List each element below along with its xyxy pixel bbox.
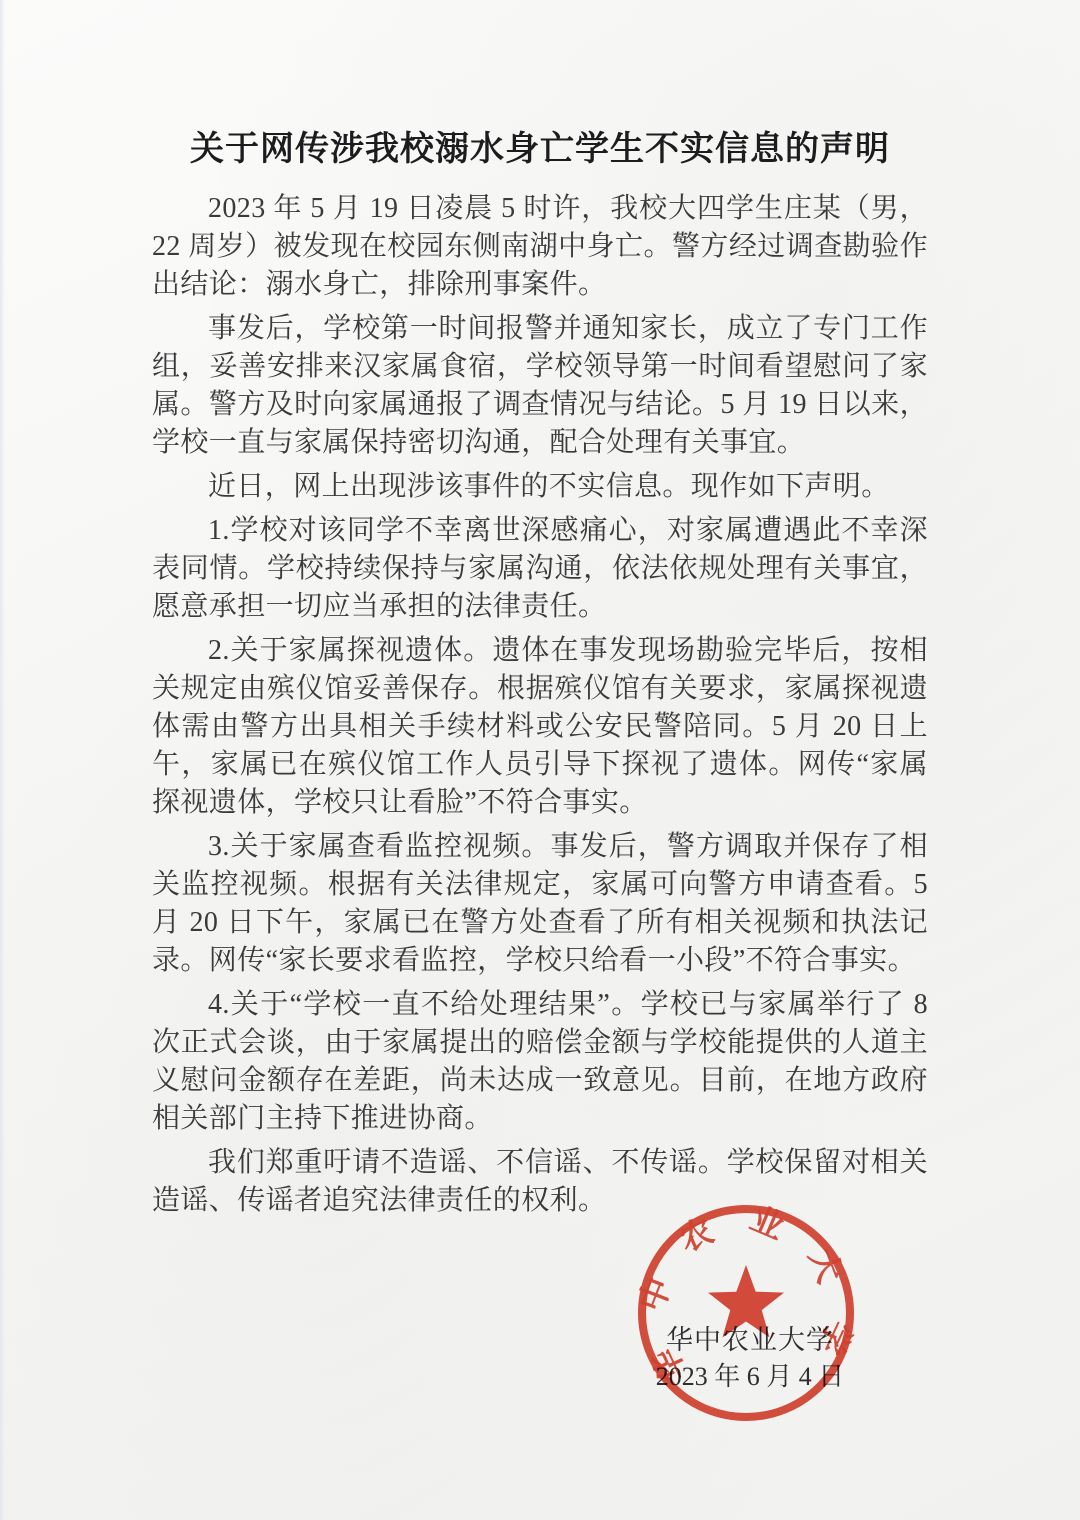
paragraph-response: 事发后，学校第一时间报警并通知家长，成立了专门工作组，妥善安排来汉家属食宿，学校领导第一时间看望慰问了家属。警方及时向家属通报了调查情况与结论。5 月 19 日以来，学校一直与家属保持密切沟通，配合处理有关事宜。 <box>152 313 928 458</box>
paragraph-closing: 我们郑重吁请不造谣、不信谣、不传谣。学校保留对相关造谣、传谣者追究法律责任的权利。 <box>152 1147 928 1216</box>
statement-item-4: 4.关于“学校一直不给处理结果”。学校已与家属举行了 8 次正式会谈，由于家属提出的赔偿金额与学校能提供的人道主义慰问金额存在差距，尚未达成一致意见。目前，在地方政府相关部门主持下推进协商。 <box>152 989 928 1134</box>
statement-item-2: 2.关于家属探视遗体。遗体在事发现场勘验完毕后，按相关规定由殡仪馆妥善保存。根据殡仪馆有关要求，家属探视遗体需由警方出具相关手续材料或公安民警陪同。5 月 20 日上午，家属已在殡仪馆工作人员引导下探视了遗体。网传“家属探视遗体，学校只让看脸”不符合事实。 <box>152 635 928 818</box>
signature-org: 华中农业大学 <box>666 1325 834 1355</box>
scan-edge-artifact <box>0 0 5 1520</box>
statement-item-3: 3.关于家属查看监控视频。事发后，警方调取并保存了相关监控视频。根据有关法律规定，家属可向警方申请查看。5 月 20 日下午，家属已在警方处查看了所有相关视频和执法记录。网传“家长要求看监控，学校只给看一小段”不符合事实。 <box>152 831 928 976</box>
paragraph-rumor-notice: 近日，网上出现涉该事件的不实信息。现作如下声明。 <box>208 471 890 502</box>
seal-star-icon <box>708 1265 784 1337</box>
official-seal <box>630 1197 862 1429</box>
document-title: 关于网传涉我校溺水身亡学生不实信息的声明 <box>190 131 890 168</box>
seal-arc-text: 华中农业大学 <box>633 1201 859 1388</box>
paragraph-intro: 2023 年 5 月 19 日凌晨 5 时许，我校大四学生庄某（男，22 周岁）被发现在校园东侧南湖中身亡。警方经过调查勘验作出结论：溺水身亡，排除刑事案件。 <box>152 193 928 300</box>
statement-item-1: 1.学校对该同学不幸离世深感痛心，对家属遭遇此不幸深表同情。学校持续保持与家属沟通，依法依规处理有关事宜，愿意承担一切应当承担的法律责任。 <box>152 515 928 622</box>
signature-date: 2023 年 6 月 4 日 <box>655 1362 845 1391</box>
document-body <box>152 190 928 1226</box>
